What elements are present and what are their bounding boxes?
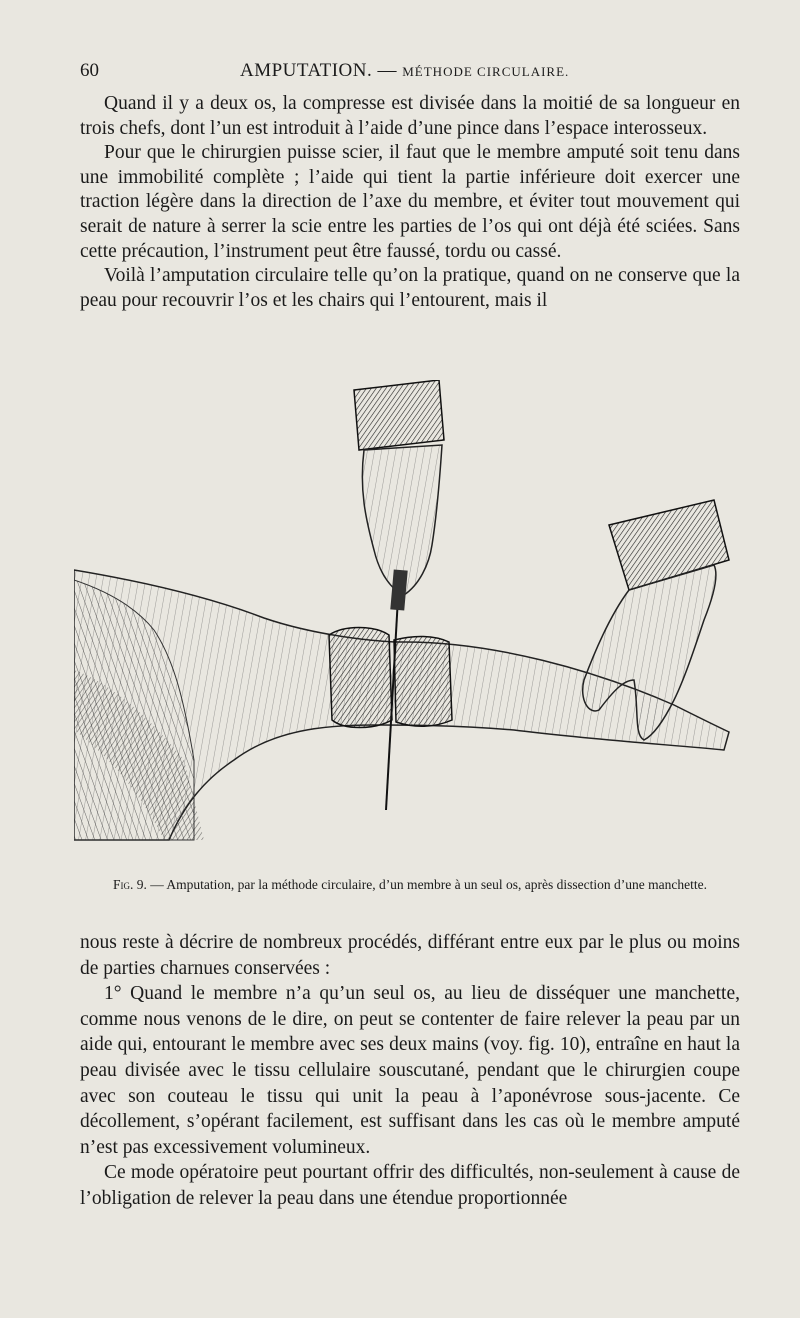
running-title-main: AMPUTATION. — (240, 60, 397, 81)
bottom-text-block (80, 930, 740, 1212)
paragraph: nous reste à décrire de nombreux procédés, différant entre eux par le plus ou moins de parties charnues conservées : (80, 932, 740, 979)
figure-caption-text: — Amputation, par la méthode circulaire, d’un membre à un seul os, après dissection d’une manchette. (150, 877, 707, 892)
running-title (240, 60, 569, 82)
paragraph: Voilà l’amputation circulaire telle qu’on la pratique, quand on ne conserve que la peau pour recouvrir l’os et les chairs qui l’entourent, mais il (80, 265, 740, 311)
running-title-sub: MÉTHODE CIRCULAIRE. (402, 64, 570, 79)
upper-sleeve (354, 380, 444, 450)
paragraph: Ce mode opératoire peut pourtant offrir des difficultés, non-seulement à cause de l’obligation de relever la peau dans une étendue proportionnée (80, 1162, 740, 1209)
page-number: 60 (80, 60, 99, 81)
figure-illustration (74, 380, 740, 845)
top-text-block (80, 92, 740, 313)
paragraph: 1° Quand le membre n’a qu’un seul os, au lieu de disséquer une manchette, comme nous venons de le dire, on peut se contenter de faire relever la peau par un aide qui, entourant le membre avec ses deux mains (voy. fig. 10), entraîne en haut la peau divisée avec le tissu cellulaire souscutané, pendant que le chirurgien coupe avec son couteau le tissu qui unit la peau à l’aponévrose sous-jacente. Ce décollement, s’opérant facilement, est suffisant dans les cas où le membre amputé n’est pas excessivement volumineux. (80, 983, 740, 1158)
running-head (80, 60, 740, 86)
amputation-engraving (74, 380, 740, 845)
figure-caption (80, 876, 740, 894)
skin-cuff (329, 628, 392, 728)
figure-label: Fig. 9. (113, 877, 147, 892)
paragraph: Quand il y a deux os, la compresse est divisée dans la moitié de sa longueur en trois chefs, dont l’un est introduit à l’aide d’une pince dans l’espace interosseux. (80, 93, 740, 139)
paragraph: Pour que le chirurgien puisse scier, il faut que le membre amputé soit tenu dans une immobilité complète ; l’aide qui tient la partie inférieure doit exercer une traction légère dans la direction de l’axe du membre, et éviter tout mouvement qui serait de nature à serrer la scie entre les parties de l’os qui ont déjà été sciées. Sans cette précaution, l’instrument peut être faussé, tordu ou cassé. (80, 142, 740, 262)
